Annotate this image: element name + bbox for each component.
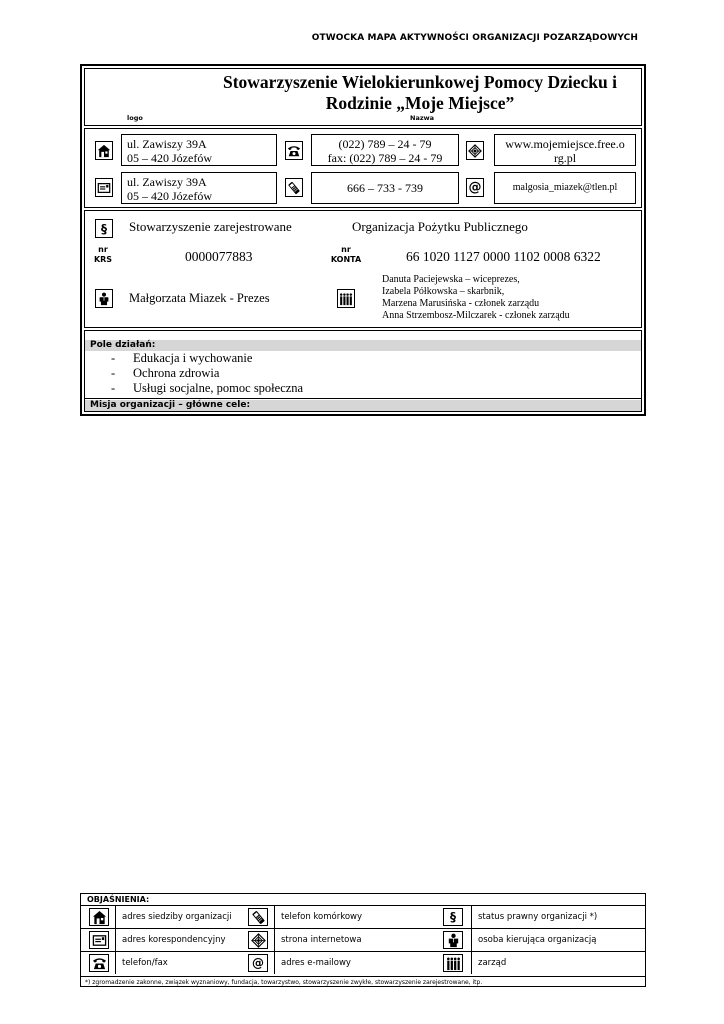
- legend-cell: telefon/fax: [115, 952, 240, 974]
- at-sign-icon: @: [466, 178, 484, 197]
- phone-fax: (022) 789 – 24 - 79 fax: (022) 789 – 24 - 79: [311, 134, 459, 166]
- contact-section: [84, 128, 642, 208]
- globe-icon: [466, 141, 484, 160]
- logo-label: logo: [127, 114, 143, 122]
- page-header: OTWOCKA MAPA AKTYWNOŚCI ORGANIZACJI POZARZĄDOWYCH: [311, 33, 638, 43]
- mobile-phone-icon: [285, 178, 303, 197]
- legend-row: [81, 905, 645, 928]
- at-sign-icon: @: [248, 954, 268, 972]
- organization-name-line1: Stowarzyszenie Wielokierunkowej Pomocy Dziecku i: [222, 72, 618, 92]
- board-member: Anna Strzembosz-Milczarek - członek zarządu: [382, 310, 570, 321]
- globe-icon: [248, 931, 268, 949]
- house-icon: [95, 141, 113, 160]
- board-members: [382, 274, 570, 322]
- website[interactable]: www.mojemiejsce.free.o rg.pl: [494, 134, 636, 166]
- board-member: Marzena Marusińska - członek zarządu: [382, 298, 540, 309]
- legend-cell: strona internetowa: [274, 929, 444, 951]
- name-label: Nazwa: [410, 114, 435, 122]
- list-item: - Ochrona zdrowia: [111, 366, 220, 380]
- legend-cell: adres e-mailowy: [274, 952, 444, 974]
- legend-cell: adres korespondencyjny: [115, 929, 240, 951]
- mobile-phone: 666 – 733 - 739: [311, 172, 459, 204]
- envelope-icon: [95, 178, 113, 197]
- board-member: Izabela Półkowska – skarbnik,: [382, 286, 505, 297]
- hq-address: ul. Zawiszy 39A 05 – 420 Józefów: [121, 134, 277, 166]
- paragraph-icon: §: [443, 908, 463, 926]
- legend-table: [80, 893, 646, 987]
- activity-label: Pole działań:: [85, 340, 641, 351]
- board-member: Danuta Paciejewska – wiceprezes,: [382, 274, 520, 285]
- account-label: nr KONTA: [330, 245, 362, 264]
- group-icon: [443, 954, 463, 972]
- house-icon: [89, 908, 109, 926]
- organization-leader: Małgorzata Miazek - Prezes: [129, 291, 270, 305]
- person-icon: [95, 289, 113, 308]
- mobile-phone-icon: [248, 908, 268, 926]
- krs-number: 0000077883: [185, 249, 253, 264]
- legend-footnote: *) zgromadzenie zakonne, związek wyznaniowy, fundacja, towarzystwo, stowarzyszenie zwykłe, stowarzyszenie zarejestrowane, itp.: [81, 976, 645, 987]
- legend-title: OBJAŚNIENIA:: [87, 895, 150, 904]
- legal-status-1: Stowarzyszenie zarejestrowane: [129, 219, 292, 234]
- group-icon: [337, 289, 355, 308]
- legend-cell: adres siedziby organizacji: [115, 906, 240, 928]
- telephone-icon: [89, 954, 109, 972]
- mission-label: Misja organizacji – główne cele:: [85, 400, 641, 411]
- legend-cell: telefon komórkowy: [274, 906, 444, 928]
- account-number: 66 1020 1127 0000 1102 0008 6322: [406, 249, 601, 264]
- legend-cell: status prawny organizacji *): [471, 906, 646, 928]
- legal-section: [84, 210, 642, 328]
- krs-label: nr KRS: [93, 245, 113, 264]
- activity-list: [111, 351, 303, 396]
- organization-name-line2: Rodzinie „Moje Miejsce”: [325, 93, 515, 113]
- list-item: - Edukacja i wychowanie: [111, 351, 253, 365]
- list-item: - Usługi socjalne, pomoc społeczna: [111, 381, 304, 395]
- envelope-icon: [89, 931, 109, 949]
- organization-name: [195, 72, 645, 114]
- correspondence-address: ul. Zawiszy 39A 05 – 420 Józefów: [121, 172, 277, 204]
- legend-cell: zarząd: [471, 952, 646, 974]
- legend-cell: osoba kierująca organizacją: [471, 929, 646, 951]
- activity-section: [84, 330, 642, 398]
- organization-card: [80, 64, 646, 416]
- legend-row: [81, 928, 645, 951]
- legal-status-2: Organizacja Pożytku Publicznego: [352, 219, 528, 234]
- telephone-icon: [285, 141, 303, 160]
- person-icon: [443, 931, 463, 949]
- paragraph-icon: §: [95, 219, 113, 238]
- mission-section: [84, 398, 642, 412]
- title-section: [84, 68, 642, 126]
- legend-row: [81, 951, 645, 974]
- email-address[interactable]: malgosia_miazek@tlen.pl: [494, 172, 636, 204]
